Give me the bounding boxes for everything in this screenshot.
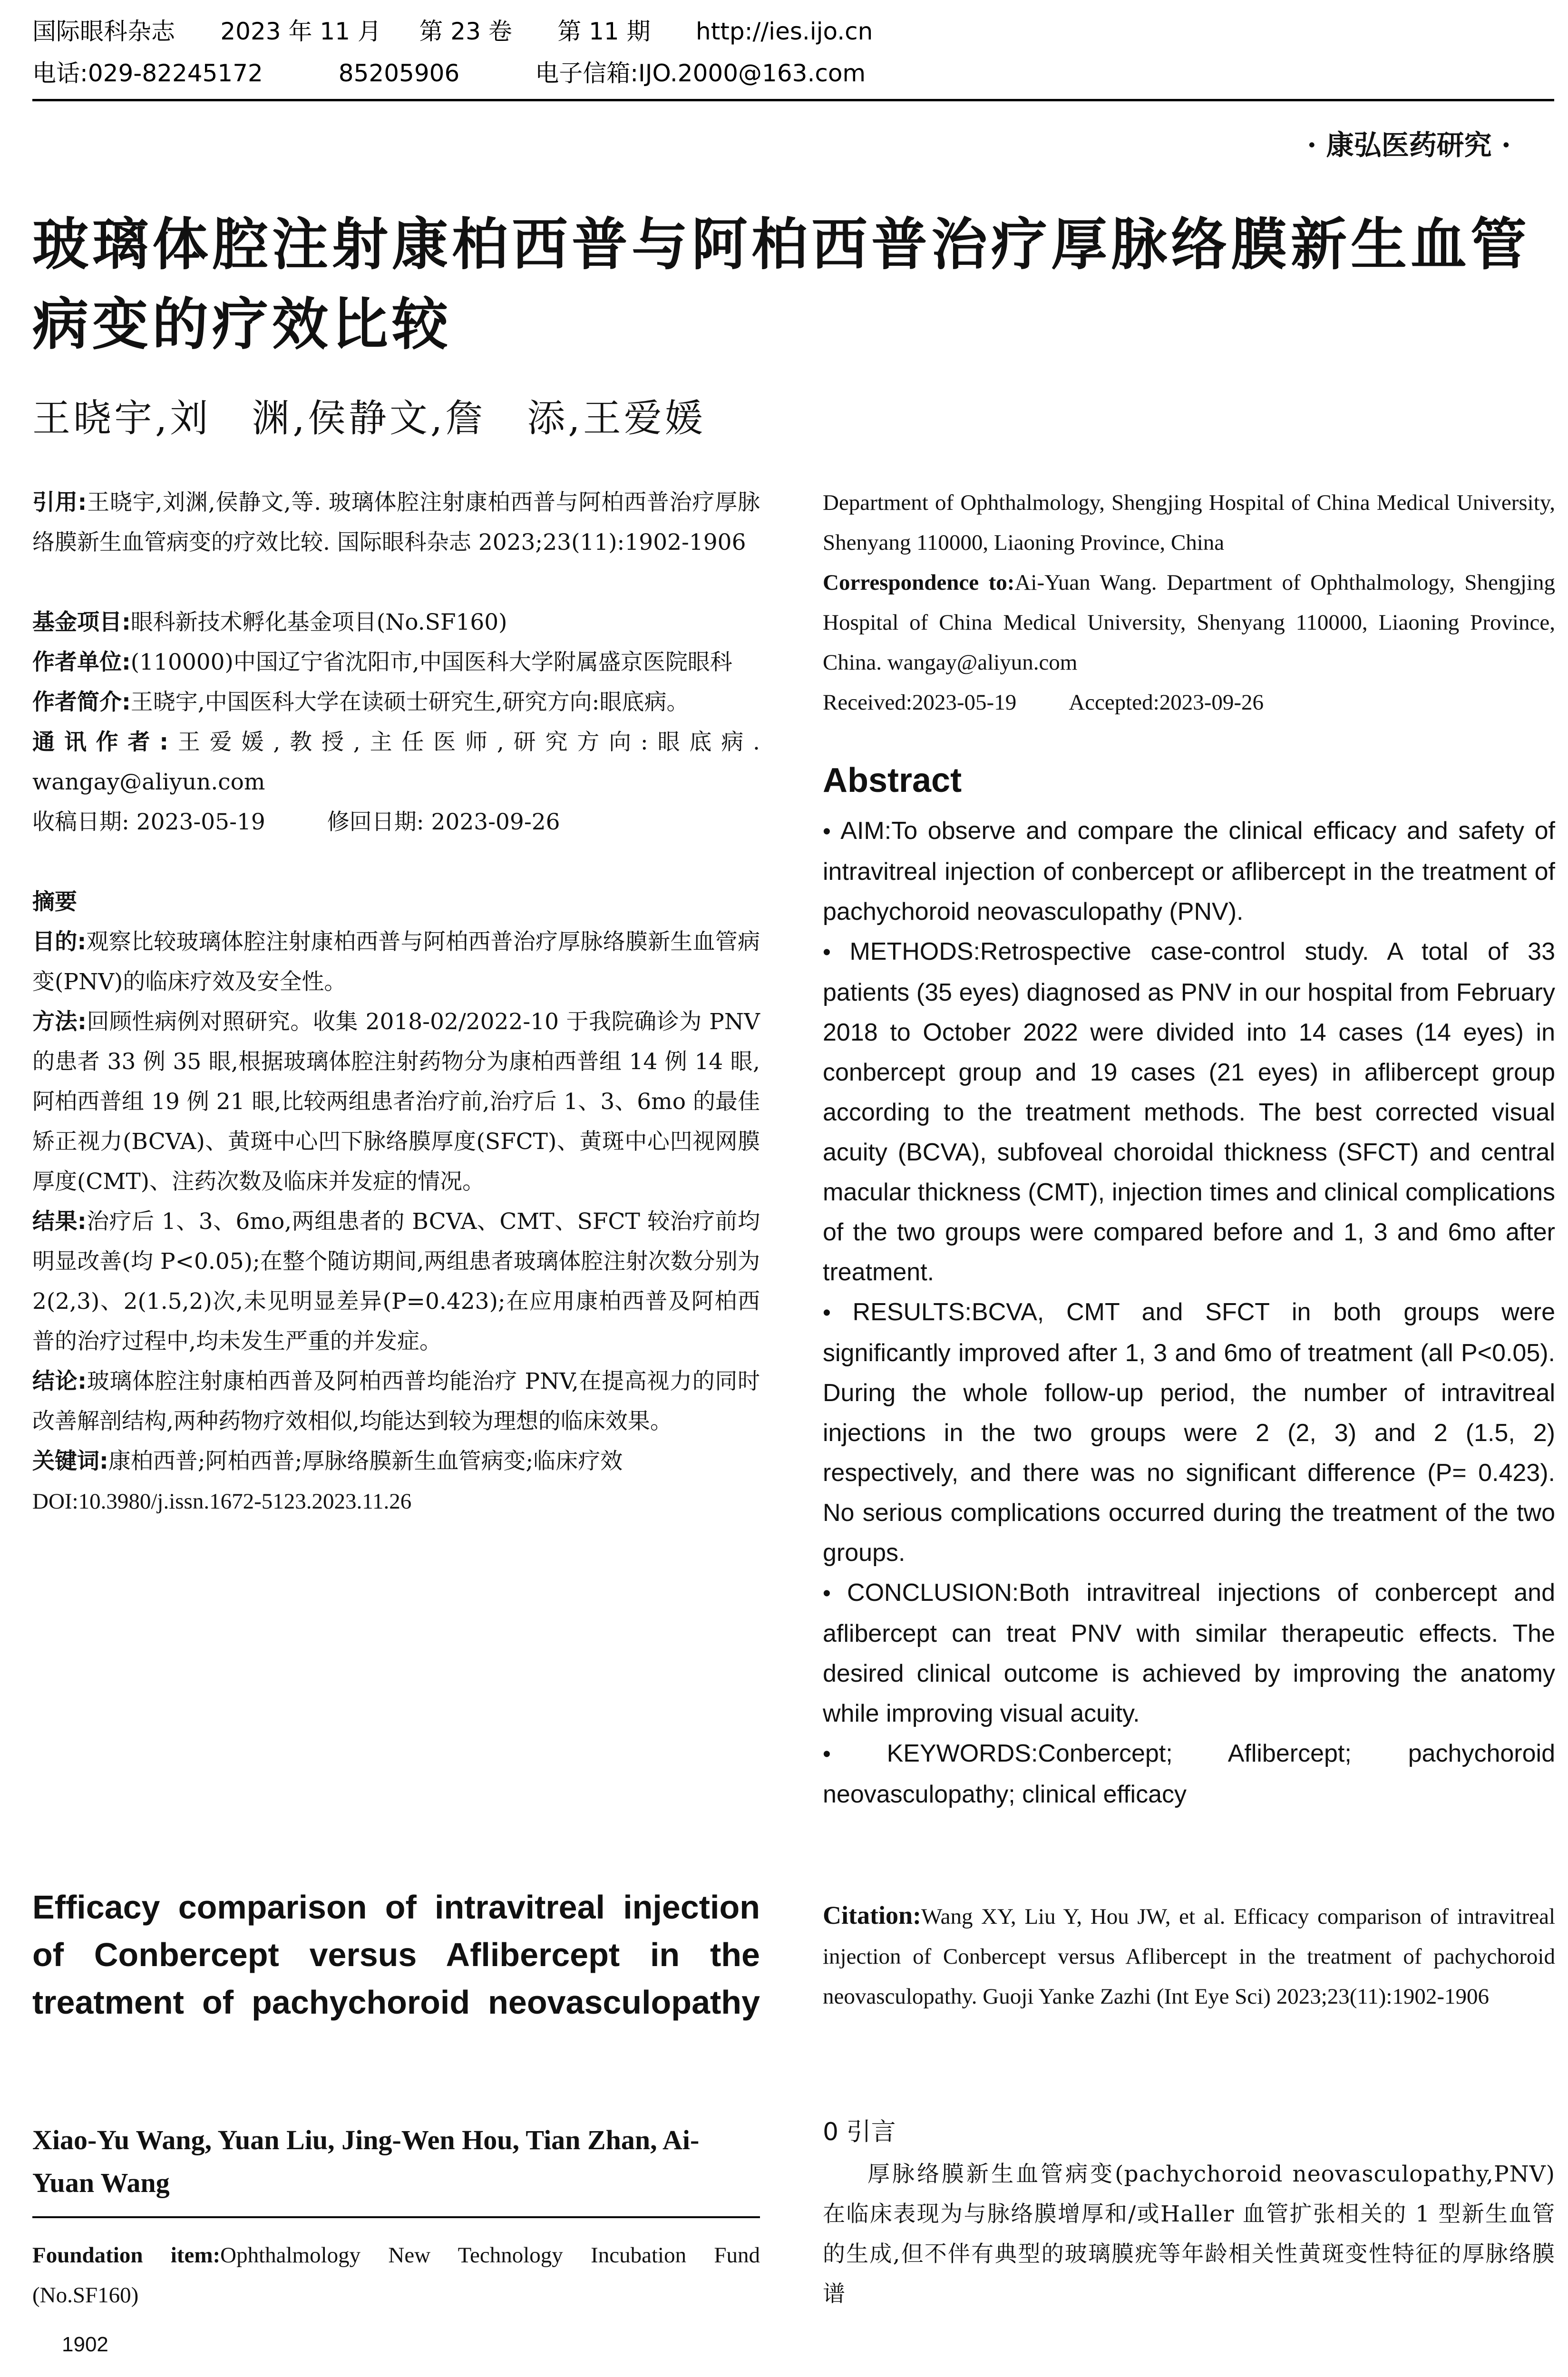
aim-cn: 目的:观察比较玻璃体腔注射康柏西普与阿柏西普治疗厚脉络膜新生血管病变(PNV)的临床疗效及安全性。 xyxy=(32,929,760,995)
corresponding-cn: 通讯作者:王爱媛,教授,主任医师,研究方向:眼底病. wangay@aliyun.com xyxy=(32,729,760,795)
intro-paragraph: 厚脉络膜新生血管病变(pachychoroid neovasculopathy,PNV)在临床表现为与脉络膜增厚和/或Haller 血管扩张相关的 1 型新生血管的生成,但不伴有典型的玻璃膜疣等年龄相关性黄斑变性特征的厚脉络膜谱 xyxy=(823,2161,1555,2307)
page-number: 1902 xyxy=(62,2333,108,2356)
keywords-cn: 关键词:康柏西普;阿柏西普;厚脉络膜新生血管病变;临床疗效 xyxy=(32,1448,623,1474)
citation-en: Citation:Wang XY, Liu Y, Hou JW, et al. Efficacy comparison of intravitreal injection of Conbercept versus Aflibercept in the treatment of pachychoroid neovasculopathy. Guoji Yanke Zazhi (Int Eye Sci) 2023;23(11):1902-1906 xyxy=(823,1901,1555,2009)
dates-en: Received:2023-05-19 Accepted:2023-09-26 xyxy=(823,690,1264,715)
results-cn: 结果:治疗后 1、3、6mo,两组患者的 BCVA、CMT、SFCT 较治疗前均明显改善(均 P<0.05);在整个随访期间,两组患者玻璃体腔注射次数分别为 2(2,3)、2(1.5,2)次,未见明显差异(P=0.423);在应用康柏西普及阿柏西普的治疗过程中,均未发生严重的并发症。 xyxy=(32,1208,760,1354)
issue-number: 第 11 期 xyxy=(557,18,651,45)
abstract-en xyxy=(823,811,1555,1814)
authors-en: Xiao-Yu Wang, Yuan Liu, Jing-Wen Hou, Tian Zhan, Ai-Yuan Wang xyxy=(32,2124,700,2198)
issue-date: 2023 年 11 月 xyxy=(220,18,381,45)
fund-cn: 基金项目:眼科新技术孵化基金项目(No.SF160) xyxy=(32,609,507,635)
email: 电子信箱:IJO.2000@163.com xyxy=(535,59,866,87)
citation-cn: 引用:王晓宇,刘渊,侯静文,等. 玻璃体腔注射康柏西普与阿柏西普治疗厚脉络膜新生血管病变的疗效比较. 国际眼科杂志 2023;23(11):1902-1906 xyxy=(32,489,760,555)
header-rule xyxy=(32,99,1554,101)
aim-en: • AIM:To observe and compare the clinical efficacy and safety of intravitreal injection of conbercept or aflibercept in the treatment of pachychoroid neovasculopathy (PNV). xyxy=(823,817,1555,925)
journal-header-line-2 xyxy=(32,56,866,90)
journal-name: 国际眼科杂志 xyxy=(32,18,175,45)
journal-header-line-1 xyxy=(32,14,873,49)
dates-cn: 收稿日期: 2023-05-19 修回日期: 2023-09-26 xyxy=(32,809,560,835)
conclusion-cn: 结论:玻璃体腔注射康柏西普及阿柏西普均能治疗 PNV,在提高视力的同时改善解剖结构,两种药物疗效相似,均能达到较为理想的临床效果。 xyxy=(32,1368,760,1434)
left-column xyxy=(32,483,760,1521)
unit-cn: 作者单位:(110000)中国辽宁省沈阳市,中国医科大学附属盛京医院眼科 xyxy=(32,649,732,675)
correspondence-en: Correspondence to:Ai-Yuan Wang. Department of Ophthalmology, Shengjing Hospital of China Medical University, Shenyang 110000, Liaoning Province, China. wangay@aliyun.com xyxy=(823,570,1555,675)
doi: DOI:10.3980/j.issn.1672-5123.2023.11.26 xyxy=(32,1489,412,1514)
section-label: · 康弘医药研究 · xyxy=(1307,129,1511,161)
volume: 第 23 卷 xyxy=(419,18,512,45)
journal-url: http://ies.ijo.cn xyxy=(696,18,873,45)
abstract-head-cn: 摘要 xyxy=(32,889,77,915)
phone-2: 85205906 xyxy=(338,59,460,87)
methods-en: • METHODS:Retrospective case-control study. A total of 33 patients (35 eyes) diagnosed as PNV in our hospital from February 2018 to October 2022 were divided into 14 cases (14 eyes) in conbercept group and 19 cases (21 eyes) in aflibercept group according to the treatment methods. The best corrected visual acuity (BCVA), subfoveal choroidal thickness (SFCT) and central macular thickness (CMT), injection times and clinical complications of the two groups were compared before and 1, 3 and 6mo after treatment. xyxy=(823,938,1555,1286)
foundation-item-en: Foundation item:Ophthalmology New Technology Incubation Fund (No.SF160) xyxy=(32,2243,760,2308)
results-en: • RESULTS:BCVA, CMT and SFCT in both groups were significantly improved after 1, 3 and 6mo of treatment (all P<0.05). During the whole follow-up period, the number of intravitreal injections in the two groups were 2 (2, 3) and 2 (1.5, 2) respectively, and there was no significant difference (P= 0.423). No serious complications occurred during the treatment of the two groups. xyxy=(823,1298,1556,1567)
author-intro-cn: 作者简介:王晓宇,中国医科大学在读硕士研究生,研究方向:眼底病。 xyxy=(32,689,689,715)
right-column-top xyxy=(823,483,1555,722)
methods-cn: 方法:回顾性病例对照研究。收集 2018-02/2022-10 于我院确诊为 PNV 的患者 33 例 35 眼,根据玻璃体腔注射药物分为康柏西普组 14 例 14 眼,阿柏西普组 19 例 21 眼,比较两组患者治疗前,治疗后 1、3、6mo 的最佳矫正视力(BCVA)、黄斑中心凹下脉络膜厚度(SFCT)、黄斑中心凹视网膜厚度(CMT)、注药次数及临床并发症的情况。 xyxy=(32,1009,760,1195)
keywords-en: • KEYWORDS:Conbercept; Aflibercept; pachychoroid neovasculopathy; clinical efficacy xyxy=(823,1740,1556,1808)
conclusion-en: • CONCLUSION:Both intravitreal injections of conbercept and aflibercept can treat PNV with similar therapeutic effects. The desired clinical outcome is achieved by improving the anatomy while improving visual acuity. xyxy=(823,1579,1555,1727)
article-title-en: Efficacy comparison of intravitreal injection of Conbercept versus Aflibercept in the treatment of pachychoroid neovasculopathy xyxy=(32,1889,760,2021)
abstract-head-en: Abstract xyxy=(823,761,962,799)
footnote-rule xyxy=(32,2216,760,2218)
article-title-cn: 玻璃体腔注射康柏西普与阿柏西普治疗厚脉络膜新生血管病变的疗效比较 xyxy=(32,212,1531,357)
authors-cn: 王晓宇,刘 渊,侯静文,詹 添,王爱媛 xyxy=(32,396,706,440)
intro-head: 0 引言 xyxy=(823,2118,896,2146)
department-en: Department of Ophthalmology, Shengjing Hospital of China Medical University, Shenyang 110000, Liaoning Province, China xyxy=(823,490,1555,555)
phone: 电话:029-82245172 xyxy=(32,59,263,87)
